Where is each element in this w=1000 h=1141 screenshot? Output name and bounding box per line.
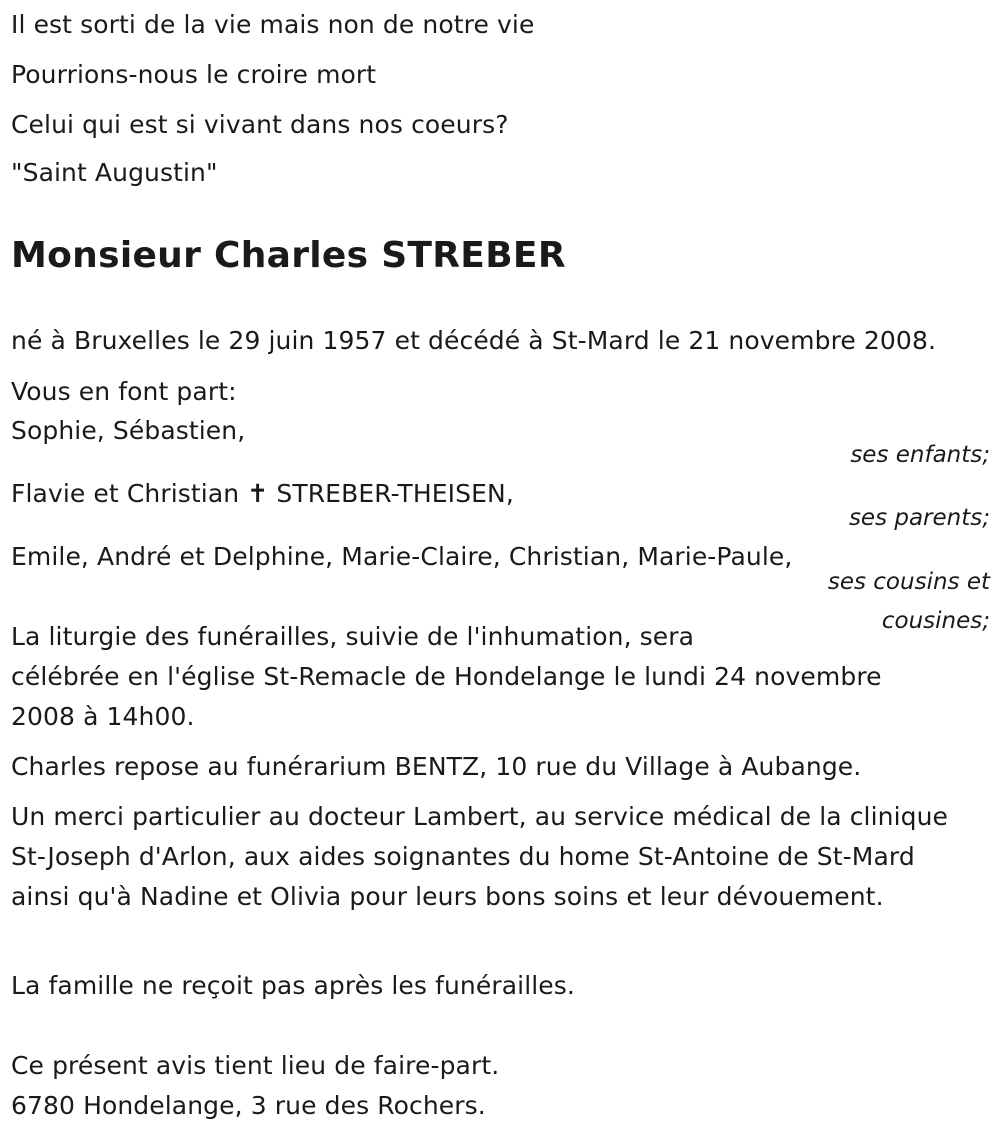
funeral-line-2: célébrée en l'église St-Remacle de Hondelange le lundi 24 novembre xyxy=(11,662,882,691)
deceased-name: Monsieur Charles STREBER xyxy=(11,235,566,276)
notice-statement: Ce présent avis tient lieu de faire-part. xyxy=(11,1051,500,1080)
quote-line-1: Il est sorti de la vie mais non de notre vie xyxy=(11,10,535,39)
quote-attribution: "Saint Augustin" xyxy=(11,158,218,187)
children-role: ses enfants; xyxy=(850,442,990,468)
funeral-line-1: La liturgie des funérailles, suivie de l'inhumation, sera xyxy=(11,622,695,651)
repose-info: Charles repose au funérarium BENTZ, 10 rue du Village à Aubange. xyxy=(11,752,862,781)
no-reception-notice: La famille ne reçoit pas après les funérailles. xyxy=(11,971,575,1000)
family-address: 6780 Hondelange, 3 rue des Rochers. xyxy=(11,1091,486,1120)
cousins-role-line-1: ses cousins et xyxy=(827,569,990,595)
quote-line-3: Celui qui est si vivant dans nos coeurs? xyxy=(11,110,509,139)
parents-names-surname: STREBER-THEISEN, xyxy=(276,479,514,508)
cousins-names: Emile, André et Delphine, Marie-Claire, Christian, Marie-Paule, xyxy=(11,542,793,571)
cousins-role-line-2: cousines; xyxy=(881,608,990,634)
quote-line-2: Pourrions-nous le croire mort xyxy=(11,60,377,89)
thanks-paragraph: Un merci particulier au docteur Lambert, au service médical de la clinique St-Joseph d'Arlon, aux aides soignantes du home St-Antoine de St-Mard ainsi qu'à Nadine et Olivia pour leurs bons soins et leur dévouement. xyxy=(11,802,949,911)
parents-names xyxy=(11,478,514,510)
cross-icon: ✝ xyxy=(247,479,269,508)
family-intro: Vous en font part: xyxy=(11,377,237,406)
parents-names-first: Flavie et Christian xyxy=(11,479,240,508)
children-names: Sophie, Sébastien, xyxy=(11,416,246,445)
funeral-line-3: 2008 à 14h00. xyxy=(11,702,195,731)
parents-role: ses parents; xyxy=(848,505,990,531)
birth-death-info: né à Bruxelles le 29 juin 1957 et décédé à St-Mard le 21 novembre 2008. xyxy=(11,326,936,355)
